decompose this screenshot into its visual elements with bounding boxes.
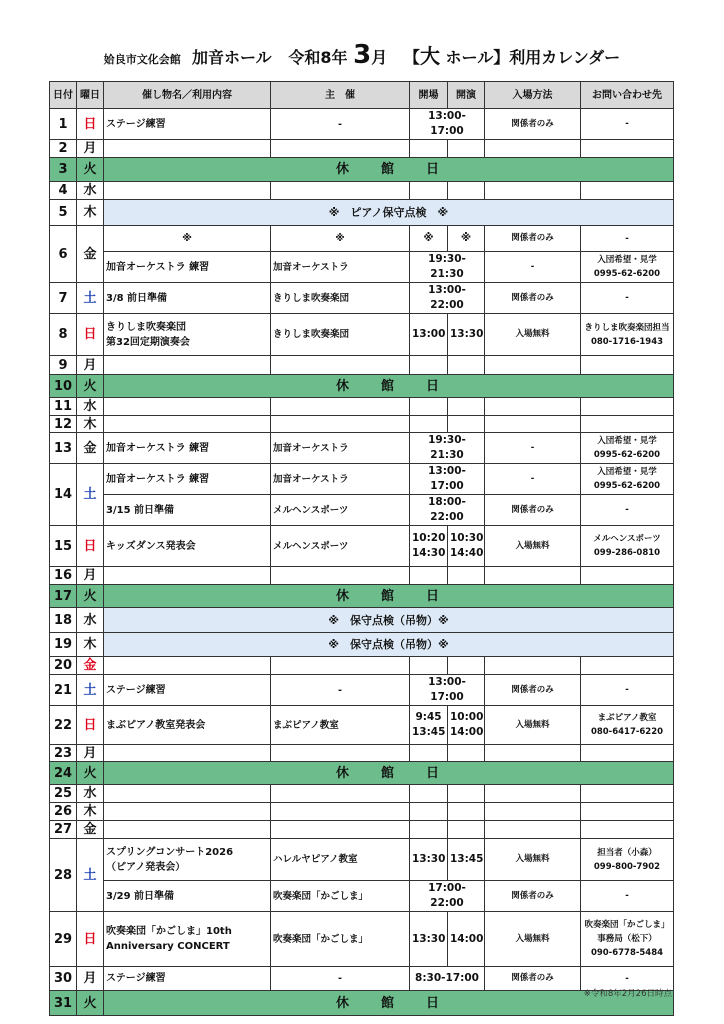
event-cell [104, 657, 271, 675]
maintenance-notice: ※ 保守点検（吊物）※ [104, 633, 674, 657]
contact-cell [581, 567, 674, 585]
host-cell: - [271, 967, 410, 991]
contact-cell [581, 398, 674, 416]
contact-cell: - [581, 283, 674, 314]
admission-cell: - [485, 464, 581, 495]
start-cell: 13:45 [448, 839, 485, 881]
start-cell [448, 567, 485, 585]
contact-cell [581, 657, 674, 675]
col-date-header: 日付 [50, 82, 77, 109]
day-row [50, 495, 674, 526]
doors-open-cell [410, 182, 448, 200]
admission-cell [485, 567, 581, 585]
contact-cell [581, 140, 674, 158]
doors-open-cell [410, 803, 448, 821]
contact-cell [581, 745, 674, 762]
host-cell [271, 182, 410, 200]
host-cell: きりしま吹奏楽団 [271, 283, 410, 314]
day-row [50, 140, 674, 158]
date-cell: 22 [50, 706, 77, 745]
contact-cell [581, 821, 674, 839]
contact-cell: 入団希望・見学 0995-62-6200 [581, 464, 674, 495]
admission-cell: - [485, 433, 581, 464]
contact-cell: - [581, 226, 674, 252]
maintenance-notice: ※ ピアノ保守点検 ※ [104, 200, 674, 226]
title-year-unit: 年 [331, 48, 348, 67]
date-cell: 16 [50, 567, 77, 585]
doors-open-cell: 13:30 [410, 912, 448, 967]
host-cell [271, 821, 410, 839]
start-cell [448, 803, 485, 821]
day-row [50, 803, 674, 821]
day-row [50, 912, 674, 967]
title-suffix: 利用カレンダー [509, 48, 621, 67]
doors-open-cell [410, 416, 448, 433]
closed-label: 休 館 日 [104, 375, 674, 398]
host-cell: メルヘンスポーツ [271, 495, 410, 526]
contact-cell [581, 785, 674, 803]
doors-open-cell: 10:20 14:30 [410, 526, 448, 567]
col-event-header: 催し物名／利用内容 [104, 82, 271, 109]
time-range-cell: 19:30-21:30 [410, 433, 485, 464]
start-cell [448, 416, 485, 433]
event-cell [104, 567, 271, 585]
admission-cell: 入場無料 [485, 706, 581, 745]
admission-cell: - [485, 252, 581, 283]
contact-cell: メルヘンスポーツ 099-286-0810 [581, 526, 674, 567]
closed-label: 休 館 日 [104, 762, 674, 785]
date-cell: 10 [50, 375, 77, 398]
date-cell: 20 [50, 657, 77, 675]
day-row [50, 567, 674, 585]
day-row [50, 416, 674, 433]
maintenance-notice: ※ 保守点検（吊物）※ [104, 608, 674, 633]
host-cell: - [271, 109, 410, 140]
closed-day-row [50, 585, 674, 608]
date-cell: 21 [50, 675, 77, 706]
weekday-cell: 月 [77, 745, 104, 762]
event-cell [104, 821, 271, 839]
weekday-cell: 水 [77, 785, 104, 803]
start-cell [448, 356, 485, 375]
event-cell: ステージ練習 [104, 675, 271, 706]
admission-cell: 入場無料 [485, 912, 581, 967]
day-row [50, 398, 674, 416]
time-range-cell: 13:00-17:00 [410, 109, 485, 140]
closed-day-row [50, 762, 674, 785]
weekday-cell: 月 [77, 140, 104, 158]
host-cell: メルヘンスポーツ [271, 526, 410, 567]
event-cell [104, 356, 271, 375]
closed-day-row [50, 991, 674, 1016]
date-cell: 4 [50, 182, 77, 200]
doors-open-cell: 13:30 [410, 839, 448, 881]
day-row [50, 252, 674, 283]
date-cell: 3 [50, 158, 77, 182]
admission-cell: 入場無料 [485, 839, 581, 881]
host-cell [271, 140, 410, 158]
doors-open-cell [410, 785, 448, 803]
weekday-cell: 金 [77, 226, 104, 283]
contact-cell: - [581, 881, 674, 912]
day-row [50, 356, 674, 375]
event-cell: 3/8 前日準備 [104, 283, 271, 314]
col-host-header: 主 催 [271, 82, 410, 109]
host-cell: ハレルヤピアノ教室 [271, 839, 410, 881]
doors-open-cell: 9:45 13:45 [410, 706, 448, 745]
col-weekday-header: 曜日 [77, 82, 104, 109]
date-cell: 5 [50, 200, 77, 226]
admission-cell [485, 803, 581, 821]
contact-cell [581, 416, 674, 433]
event-cell: きりしま吹奏楽団 第32回定期演奏会 [104, 314, 271, 356]
event-cell: 3/29 前日準備 [104, 881, 271, 912]
host-cell: 加音オーケストラ [271, 464, 410, 495]
contact-cell: 吹奏楽団「かごしま」 事務局（松下） 090-6778-5484 [581, 912, 674, 967]
start-cell: 14:00 [448, 912, 485, 967]
weekday-cell: 日 [77, 706, 104, 745]
doors-open-cell: ※ [410, 226, 448, 252]
event-cell: 3/15 前日準備 [104, 495, 271, 526]
weekday-cell: 火 [77, 158, 104, 182]
weekday-cell: 金 [77, 657, 104, 675]
start-cell [448, 821, 485, 839]
start-cell [448, 398, 485, 416]
day-row [50, 283, 674, 314]
start-cell [448, 140, 485, 158]
weekday-cell: 金 [77, 821, 104, 839]
date-cell: 17 [50, 585, 77, 608]
time-range-cell: 17:00-22:00 [410, 881, 485, 912]
contact-cell [581, 803, 674, 821]
time-range-cell: 8:30-17:00 [410, 967, 485, 991]
start-cell [448, 745, 485, 762]
weekday-cell: 水 [77, 608, 104, 633]
title-year: 8 [320, 48, 332, 67]
day-row [50, 706, 674, 745]
date-cell: 13 [50, 433, 77, 464]
weekday-cell: 金 [77, 433, 104, 464]
date-cell: 31 [50, 991, 77, 1016]
contact-cell: 入団希望・見学 0995-62-6200 [581, 252, 674, 283]
time-range-cell: 13:00-17:00 [410, 675, 485, 706]
start-cell: 10:30 14:40 [448, 526, 485, 567]
time-range-cell: 13:00-22:00 [410, 283, 485, 314]
host-cell: 加音オーケストラ [271, 252, 410, 283]
title-big: 大 [419, 44, 440, 68]
date-cell: 24 [50, 762, 77, 785]
doors-open-cell [410, 356, 448, 375]
day-row [50, 657, 674, 675]
closed-day-row [50, 375, 674, 398]
date-cell: 27 [50, 821, 77, 839]
title-hall-size: ホール [445, 48, 494, 67]
day-row [50, 967, 674, 991]
doors-open-cell [410, 745, 448, 762]
host-cell [271, 416, 410, 433]
date-cell: 8 [50, 314, 77, 356]
as-of-note: ※令和8年2月26日時点 [583, 989, 672, 999]
admission-cell: 入場無料 [485, 314, 581, 356]
event-cell: スプリングコンサート2026 （ピアノ発表会） [104, 839, 271, 881]
contact-cell: きりしま吹奏楽団担当 080-1716-1943 [581, 314, 674, 356]
day-row [50, 200, 674, 226]
doors-open-cell: 13:00 [410, 314, 448, 356]
event-cell: 加音オーケストラ 練習 [104, 433, 271, 464]
contact-cell: - [581, 967, 674, 991]
admission-cell [485, 356, 581, 375]
date-cell: 30 [50, 967, 77, 991]
contact-cell [581, 182, 674, 200]
day-row [50, 881, 674, 912]
date-cell: 19 [50, 633, 77, 657]
admission-cell: 関係者のみ [485, 226, 581, 252]
admission-cell [485, 416, 581, 433]
event-cell: 加音オーケストラ 練習 [104, 252, 271, 283]
admission-cell [485, 745, 581, 762]
weekday-cell: 火 [77, 585, 104, 608]
start-cell: ※ [448, 226, 485, 252]
event-cell [104, 745, 271, 762]
event-cell [104, 416, 271, 433]
admission-cell: 関係者のみ [485, 109, 581, 140]
weekday-cell: 木 [77, 416, 104, 433]
date-cell: 11 [50, 398, 77, 416]
title-bracket-open: 【 [403, 48, 420, 67]
weekday-cell: 日 [77, 912, 104, 967]
contact-cell: 担当者（小森） 099-800-7902 [581, 839, 674, 881]
date-cell: 25 [50, 785, 77, 803]
host-cell [271, 657, 410, 675]
date-cell: 1 [50, 109, 77, 140]
weekday-cell: 土 [77, 283, 104, 314]
date-cell: 29 [50, 912, 77, 967]
closed-label: 休 館 日 [104, 991, 674, 1016]
doors-open-cell [410, 140, 448, 158]
event-cell: キッズダンス発表会 [104, 526, 271, 567]
title-hall: 加音ホール [191, 48, 272, 67]
admission-cell [485, 182, 581, 200]
weekday-cell: 土 [77, 675, 104, 706]
title-org: 姶良市文化会館 [103, 53, 181, 66]
date-cell: 26 [50, 803, 77, 821]
closed-label: 休 館 日 [104, 158, 674, 182]
time-range-cell: 18:00-22:00 [410, 495, 485, 526]
contact-cell: まぶピアノ教室 080-6417-6220 [581, 706, 674, 745]
day-row [50, 226, 674, 252]
host-cell [271, 398, 410, 416]
date-cell: 28 [50, 839, 77, 912]
admission-cell: 関係者のみ [485, 495, 581, 526]
host-cell: きりしま吹奏楽団 [271, 314, 410, 356]
date-cell: 9 [50, 356, 77, 375]
day-row [50, 785, 674, 803]
col-admission-header: 入場方法 [485, 82, 581, 109]
event-cell: ※ [104, 226, 271, 252]
weekday-cell: 火 [77, 991, 104, 1016]
start-cell: 10:00 14:00 [448, 706, 485, 745]
weekday-cell: 土 [77, 464, 104, 526]
event-cell: まぶピアノ教室発表会 [104, 706, 271, 745]
event-cell: 吹奏楽団「かごしま」10th Anniversary CONCERT [104, 912, 271, 967]
contact-cell: - [581, 675, 674, 706]
title-bracket-close: 】 [493, 48, 510, 67]
weekday-cell: 月 [77, 356, 104, 375]
day-row [50, 745, 674, 762]
doors-open-cell [410, 657, 448, 675]
day-row [50, 464, 674, 495]
doors-open-cell [410, 567, 448, 585]
weekday-cell: 木 [77, 200, 104, 226]
weekday-cell: 木 [77, 803, 104, 821]
admission-cell: 関係者のみ [485, 881, 581, 912]
event-cell: ステージ練習 [104, 967, 271, 991]
title-month: 3 [353, 40, 372, 70]
event-cell: ステージ練習 [104, 109, 271, 140]
host-cell [271, 567, 410, 585]
event-cell [104, 398, 271, 416]
host-cell: 吹奏楽団「かごしま」 [271, 881, 410, 912]
start-cell [448, 657, 485, 675]
date-cell: 15 [50, 526, 77, 567]
day-row [50, 633, 674, 657]
col-start-header: 開演 [448, 82, 485, 109]
contact-cell: - [581, 495, 674, 526]
weekday-cell: 火 [77, 375, 104, 398]
title-era: 令和 [288, 48, 321, 67]
date-cell: 2 [50, 140, 77, 158]
day-row [50, 526, 674, 567]
host-cell: - [271, 675, 410, 706]
event-cell [104, 140, 271, 158]
host-cell: まぶピアノ教室 [271, 706, 410, 745]
admission-cell [485, 657, 581, 675]
admission-cell: 関係者のみ [485, 283, 581, 314]
weekday-cell: 土 [77, 839, 104, 912]
host-cell [271, 356, 410, 375]
time-range-cell: 13:00-17:00 [410, 464, 485, 495]
event-cell [104, 785, 271, 803]
event-cell: 加音オーケストラ 練習 [104, 464, 271, 495]
admission-cell: 入場無料 [485, 526, 581, 567]
contact-cell [581, 356, 674, 375]
day-row [50, 182, 674, 200]
day-row [50, 314, 674, 356]
contact-cell: 入団希望・見学 0995-62-6200 [581, 433, 674, 464]
date-cell: 7 [50, 283, 77, 314]
host-cell [271, 803, 410, 821]
col-doors-open-header: 開場 [410, 82, 448, 109]
day-row [50, 821, 674, 839]
weekday-cell: 日 [77, 314, 104, 356]
start-cell: 13:30 [448, 314, 485, 356]
host-cell [271, 745, 410, 762]
day-row [50, 675, 674, 706]
admission-cell [485, 398, 581, 416]
admission-cell [485, 140, 581, 158]
closed-day-row [50, 158, 674, 182]
weekday-cell: 月 [77, 567, 104, 585]
host-cell: 加音オーケストラ [271, 433, 410, 464]
weekday-cell: 水 [77, 398, 104, 416]
admission-cell [485, 821, 581, 839]
date-cell: 14 [50, 464, 77, 526]
day-row [50, 109, 674, 140]
closed-label: 休 館 日 [104, 585, 674, 608]
host-cell [271, 785, 410, 803]
host-cell: 吹奏楽団「かごしま」 [271, 912, 410, 967]
date-cell: 6 [50, 226, 77, 283]
admission-cell: 関係者のみ [485, 675, 581, 706]
day-row [50, 608, 674, 633]
col-contact-header: お問い合わせ先 [581, 82, 674, 109]
title-month-unit: 月 [371, 48, 388, 67]
start-cell [448, 785, 485, 803]
event-cell [104, 803, 271, 821]
event-cell [104, 182, 271, 200]
day-row [50, 839, 674, 881]
weekday-cell: 木 [77, 633, 104, 657]
header-row [50, 82, 674, 109]
start-cell [448, 182, 485, 200]
weekday-cell: 日 [77, 526, 104, 567]
day-row [50, 433, 674, 464]
doors-open-cell [410, 398, 448, 416]
weekday-cell: 火 [77, 762, 104, 785]
date-cell: 23 [50, 745, 77, 762]
date-cell: 12 [50, 416, 77, 433]
weekday-cell: 月 [77, 967, 104, 991]
host-cell: ※ [271, 226, 410, 252]
time-range-cell: 19:30-21:30 [410, 252, 485, 283]
admission-cell [485, 785, 581, 803]
calendar-table [49, 81, 674, 1016]
weekday-cell: 日 [77, 109, 104, 140]
date-cell: 18 [50, 608, 77, 633]
contact-cell: - [581, 109, 674, 140]
admission-cell: 関係者のみ [485, 967, 581, 991]
doors-open-cell [410, 821, 448, 839]
page-title [0, 40, 724, 70]
weekday-cell: 水 [77, 182, 104, 200]
